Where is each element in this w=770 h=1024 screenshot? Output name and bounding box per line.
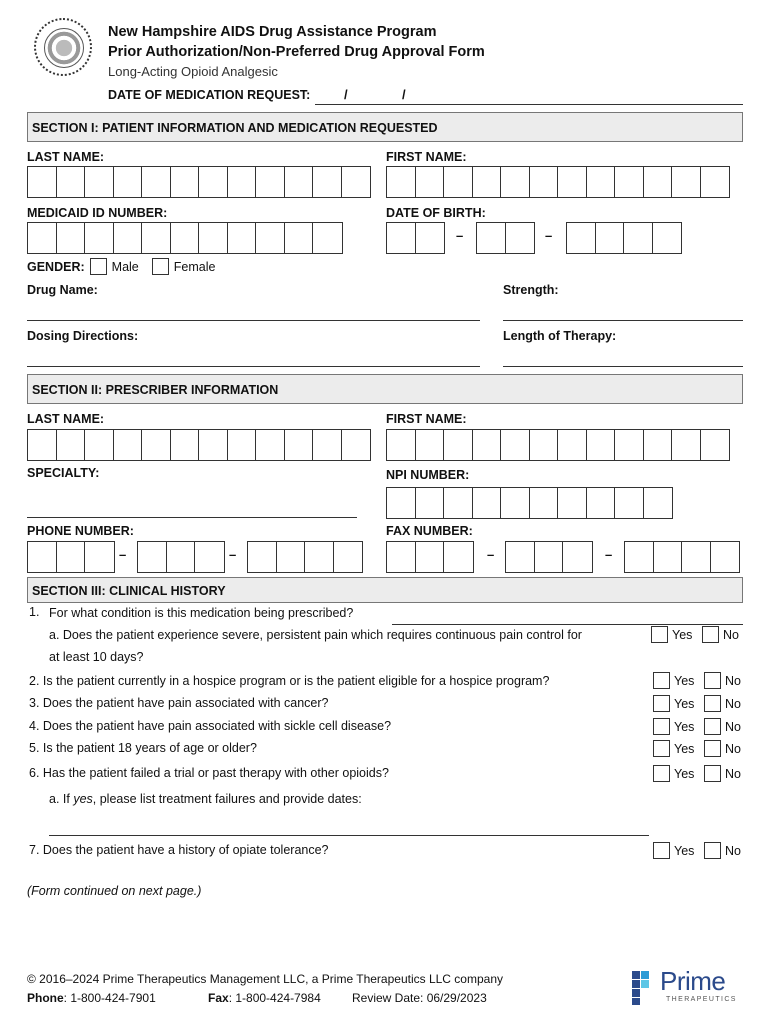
dob-year-boxes[interactable] [566, 222, 682, 254]
q3-text: 3. Does the patient have pain associated with cancer? [29, 696, 329, 710]
phone-dash: – [119, 547, 127, 562]
q6-no-checkbox[interactable] [704, 765, 721, 782]
input-box-cell[interactable] [171, 430, 200, 460]
phone-area-boxes[interactable] [27, 541, 115, 573]
input-box-cell[interactable] [587, 488, 616, 518]
q3-yes-checkbox[interactable] [653, 695, 670, 712]
input-box-cell[interactable] [334, 542, 363, 572]
input-box-cell[interactable] [387, 542, 416, 572]
dosing-directions-label: Dosing Directions: [27, 329, 139, 343]
input-box-cell[interactable] [701, 430, 730, 460]
input-box-cell[interactable] [701, 167, 730, 197]
footer-phone [27, 991, 156, 1005]
prime-logo-sub: THERAPEUTICS [666, 996, 737, 1003]
q6a-text [49, 792, 362, 806]
yes-label: Yes [674, 673, 695, 688]
q4-text: 4. Does the patient have pain associated with sickle cell disease? [29, 719, 392, 733]
input-box-cell[interactable] [228, 223, 257, 253]
q3-no[interactable] [704, 695, 741, 712]
input-box-cell[interactable] [416, 542, 445, 572]
input-box-cell[interactable] [85, 430, 114, 460]
input-box-cell[interactable] [342, 167, 371, 197]
q5-no[interactable] [704, 740, 741, 757]
q6-text: 6. Has the patient failed a trial or past therapy with other opioids? [29, 766, 389, 780]
prescriber-first-name-boxes[interactable] [386, 429, 730, 461]
input-box-cell[interactable] [28, 223, 57, 253]
input-box-cell[interactable] [672, 167, 701, 197]
input-box-cell[interactable] [625, 542, 654, 572]
no-label: No [725, 719, 741, 734]
input-box-cell[interactable] [142, 167, 171, 197]
input-box-cell[interactable] [711, 542, 740, 572]
patient-first-name-label: FIRST NAME: [386, 150, 467, 164]
input-box-cell[interactable] [416, 223, 445, 253]
q7-no[interactable] [704, 842, 741, 859]
input-box-cell[interactable] [285, 430, 314, 460]
input-box-cell[interactable] [473, 488, 502, 518]
q2-yes[interactable] [653, 672, 694, 689]
input-box-cell[interactable] [615, 430, 644, 460]
input-box-cell[interactable] [501, 430, 530, 460]
dob-label: DATE OF BIRTH: [386, 206, 486, 220]
no-label: No [725, 696, 741, 711]
date-request-label: DATE OF MEDICATION REQUEST: [108, 88, 311, 102]
length-of-therapy-label: Length of Therapy: [503, 329, 617, 343]
dosing-directions-field[interactable] [27, 366, 480, 367]
input-box-cell[interactable] [28, 167, 57, 197]
q5-yes[interactable] [653, 740, 694, 757]
medicaid-id-label: MEDICAID ID NUMBER: [27, 206, 168, 220]
no-label: No [725, 741, 741, 756]
input-box-cell[interactable] [256, 223, 285, 253]
q1-number: 1. [29, 605, 40, 619]
q1a-no-checkbox[interactable] [702, 626, 719, 643]
input-box-cell[interactable] [228, 167, 257, 197]
title-line-2: Prior Authorization/Non-Preferred Drug Approval Form [108, 44, 485, 60]
specialty-label: SPECIALTY: [27, 466, 100, 480]
q1a-text-line2: at least 10 days? [49, 650, 144, 664]
yes-label: Yes [674, 766, 695, 781]
input-box-cell[interactable] [199, 223, 228, 253]
q1a-text-line1: a. Does the patient experience severe, persistent pain which requires continuous pain control for [49, 628, 582, 642]
input-box-cell[interactable] [142, 430, 171, 460]
q4-yes[interactable] [653, 718, 694, 735]
q7-no-checkbox[interactable] [704, 842, 721, 859]
state-seal [34, 18, 92, 76]
input-box-cell[interactable] [501, 488, 530, 518]
q5-no-checkbox[interactable] [704, 740, 721, 757]
section-1-header: SECTION I: PATIENT INFORMATION AND MEDICATION REQUESTED [27, 112, 743, 142]
npi-label: NPI NUMBER: [386, 468, 470, 482]
q1a-no[interactable] [702, 626, 739, 643]
section-2-header: SECTION II: PRESCRIBER INFORMATION [27, 374, 743, 404]
input-box-cell[interactable] [313, 167, 342, 197]
fax-label: Fax [208, 991, 229, 1005]
input-box-cell[interactable] [256, 430, 285, 460]
input-box-cell[interactable] [506, 223, 535, 253]
q4-no-checkbox[interactable] [704, 718, 721, 735]
female-checkbox[interactable] [152, 258, 169, 275]
input-box-cell[interactable] [248, 542, 277, 572]
phone-value: : 1-800-424-7901 [63, 991, 156, 1005]
input-box-cell[interactable] [682, 542, 711, 572]
input-box-cell[interactable] [644, 430, 673, 460]
specialty-field[interactable] [27, 517, 357, 518]
input-box-cell[interactable] [416, 488, 445, 518]
input-box-cell[interactable] [473, 167, 502, 197]
patient-last-name-boxes[interactable] [27, 166, 371, 198]
dob-dash: – [545, 228, 553, 243]
male-checkbox[interactable] [90, 258, 107, 275]
dob-month-boxes[interactable] [386, 222, 445, 254]
prescriber-first-name-label: FIRST NAME: [386, 412, 467, 426]
yes-label: Yes [674, 741, 695, 756]
input-box-cell[interactable] [501, 167, 530, 197]
input-box-cell[interactable] [624, 223, 653, 253]
input-box-cell[interactable] [558, 167, 587, 197]
q6a-post: , please list treatment failures and provide dates: [92, 792, 362, 806]
q1a-yes-checkbox[interactable] [651, 626, 668, 643]
input-box-cell[interactable] [672, 430, 701, 460]
patient-first-name-boxes[interactable] [386, 166, 730, 198]
fax-number-label: FAX NUMBER: [386, 524, 473, 538]
section-3-header: SECTION III: CLINICAL HISTORY [27, 577, 743, 603]
input-box-cell[interactable] [615, 167, 644, 197]
phone-line-boxes[interactable] [247, 541, 363, 573]
input-box-cell[interactable] [444, 167, 473, 197]
q1-answer-field[interactable] [392, 624, 743, 625]
input-box-cell[interactable] [387, 223, 416, 253]
input-box-cell[interactable] [138, 542, 167, 572]
input-box-cell[interactable] [596, 223, 625, 253]
q4-no[interactable] [704, 718, 741, 735]
q2-yes-checkbox[interactable] [653, 672, 670, 689]
q6-yes[interactable] [653, 765, 694, 782]
fax-area-boxes[interactable] [386, 541, 474, 573]
input-box-cell[interactable] [387, 167, 416, 197]
input-box-cell[interactable] [85, 542, 114, 572]
input-box-cell[interactable] [444, 430, 473, 460]
input-box-cell[interactable] [142, 223, 171, 253]
input-box-cell[interactable] [558, 488, 587, 518]
input-box-cell[interactable] [644, 488, 673, 518]
input-box-cell[interactable] [305, 542, 334, 572]
q3-yes[interactable] [653, 695, 694, 712]
input-box-cell[interactable] [28, 542, 57, 572]
male-label: Male [111, 259, 139, 274]
input-box-cell[interactable] [567, 223, 596, 253]
no-label: No [723, 627, 739, 642]
patient-last-name-label: LAST NAME: [27, 150, 105, 164]
q7-yes[interactable] [653, 842, 694, 859]
input-box-cell[interactable] [506, 542, 535, 572]
dob-dash: – [456, 228, 464, 243]
phone-label: Phone [27, 991, 64, 1005]
input-box-cell[interactable] [57, 223, 86, 253]
prime-logo-icon [632, 971, 658, 1005]
yes-label: Yes [674, 719, 695, 734]
fax-prefix-boxes[interactable] [505, 541, 593, 573]
input-box-cell[interactable] [313, 223, 342, 253]
review-date: Review Date: 06/29/2023 [352, 991, 487, 1005]
input-box-cell[interactable] [228, 430, 257, 460]
strength-label: Strength: [503, 283, 559, 297]
no-label: No [725, 766, 741, 781]
input-box-cell[interactable] [477, 223, 506, 253]
gender-row [27, 258, 215, 275]
fax-line-boxes[interactable] [624, 541, 740, 573]
input-box-cell[interactable] [277, 542, 306, 572]
form-subtitle: Long-Acting Opioid Analgesic [108, 64, 278, 79]
prescriber-last-name-label: LAST NAME: [27, 412, 105, 426]
input-box-cell[interactable] [195, 542, 224, 572]
input-box-cell[interactable] [114, 430, 143, 460]
drug-name-field[interactable] [27, 320, 480, 321]
q1a-yes[interactable] [651, 626, 692, 643]
npi-boxes[interactable] [386, 487, 673, 519]
q7-yes-checkbox[interactable] [653, 842, 670, 859]
input-box-cell[interactable] [85, 167, 114, 197]
phone-number-label: PHONE NUMBER: [27, 524, 134, 538]
input-box-cell[interactable] [167, 542, 196, 572]
input-box-cell[interactable] [654, 542, 683, 572]
q2-no-checkbox[interactable] [704, 672, 721, 689]
input-box-cell[interactable] [57, 167, 86, 197]
input-box-cell[interactable] [444, 488, 473, 518]
input-box-cell[interactable] [57, 430, 86, 460]
no-label: No [725, 673, 741, 688]
input-box-cell[interactable] [615, 488, 644, 518]
prime-logo-word: Prime [660, 966, 726, 996]
input-box-cell[interactable] [558, 430, 587, 460]
input-box-cell[interactable] [57, 542, 86, 572]
input-box-cell[interactable] [171, 223, 200, 253]
date-slash: / [344, 87, 348, 102]
input-box-cell[interactable] [28, 430, 57, 460]
input-box-cell[interactable] [653, 223, 682, 253]
input-box-cell[interactable] [285, 223, 314, 253]
dob-day-boxes[interactable] [476, 222, 535, 254]
q6-no[interactable] [704, 765, 741, 782]
input-box-cell[interactable] [587, 167, 616, 197]
q2-no[interactable] [704, 672, 741, 689]
input-box-cell[interactable] [285, 167, 314, 197]
q1-text: For what condition is this medication being prescribed? [49, 606, 354, 620]
input-box-cell[interactable] [114, 223, 143, 253]
phone-prefix-boxes[interactable] [137, 541, 225, 573]
yes-label: Yes [674, 843, 695, 858]
q7-text: 7. Does the patient have a history of opiate tolerance? [29, 843, 329, 857]
fax-value: : 1-800-424-7984 [228, 991, 321, 1005]
fax-dash: – [605, 547, 613, 562]
drug-name-label: Drug Name: [27, 283, 98, 297]
yes-label: Yes [672, 627, 693, 642]
female-label: Female [173, 259, 216, 274]
medicaid-id-boxes[interactable] [27, 222, 343, 254]
input-box-cell[interactable] [530, 167, 559, 197]
input-box-cell[interactable] [444, 542, 473, 572]
input-box-cell[interactable] [114, 167, 143, 197]
input-box-cell[interactable] [416, 430, 445, 460]
input-box-cell[interactable] [563, 542, 592, 572]
input-box-cell[interactable] [530, 488, 559, 518]
form-title [108, 22, 485, 62]
title-line-1: New Hampshire AIDS Drug Assistance Program [108, 24, 437, 40]
input-box-cell[interactable] [473, 430, 502, 460]
input-box-cell[interactable] [644, 167, 673, 197]
gender-label: GENDER: [27, 259, 85, 274]
input-box-cell[interactable] [387, 430, 416, 460]
prime-logo [632, 966, 744, 1006]
input-box-cell[interactable] [535, 542, 564, 572]
copyright: © 2016–2024 Prime Therapeutics Management LLC, a Prime Therapeutics LLC company [27, 972, 503, 986]
input-box-cell[interactable] [199, 430, 228, 460]
no-label: No [725, 843, 741, 858]
q6a-emphasis: yes [73, 792, 93, 806]
input-box-cell[interactable] [342, 430, 371, 460]
yes-label: Yes [674, 696, 695, 711]
q4-yes-checkbox[interactable] [653, 718, 670, 735]
q5-text: 5. Is the patient 18 years of age or older? [29, 741, 257, 755]
fax-dash: – [487, 547, 495, 562]
q6a-pre: a. If [49, 792, 74, 806]
phone-dash: – [229, 547, 237, 562]
date-slash: / [402, 87, 406, 102]
footer-fax [208, 991, 321, 1005]
input-box-cell[interactable] [587, 430, 616, 460]
q6-yes-checkbox[interactable] [653, 765, 670, 782]
input-box-cell[interactable] [416, 167, 445, 197]
input-box-cell[interactable] [199, 167, 228, 197]
input-box-cell[interactable] [256, 167, 285, 197]
q6a-answer-field[interactable] [49, 835, 649, 836]
prescriber-last-name-boxes[interactable] [27, 429, 371, 461]
q5-yes-checkbox[interactable] [653, 740, 670, 757]
input-box-cell[interactable] [530, 430, 559, 460]
input-box-cell[interactable] [171, 167, 200, 197]
continued-note: (Form continued on next page.) [27, 884, 202, 898]
input-box-cell[interactable] [85, 223, 114, 253]
q3-no-checkbox[interactable] [704, 695, 721, 712]
q2-text: 2. Is the patient currently in a hospice program or is the patient eligible for a hospice program? [29, 674, 550, 688]
date-request-field[interactable] [315, 104, 743, 105]
strength-field[interactable] [503, 320, 743, 321]
input-box-cell[interactable] [387, 488, 416, 518]
input-box-cell[interactable] [313, 430, 342, 460]
length-of-therapy-field[interactable] [503, 366, 743, 367]
